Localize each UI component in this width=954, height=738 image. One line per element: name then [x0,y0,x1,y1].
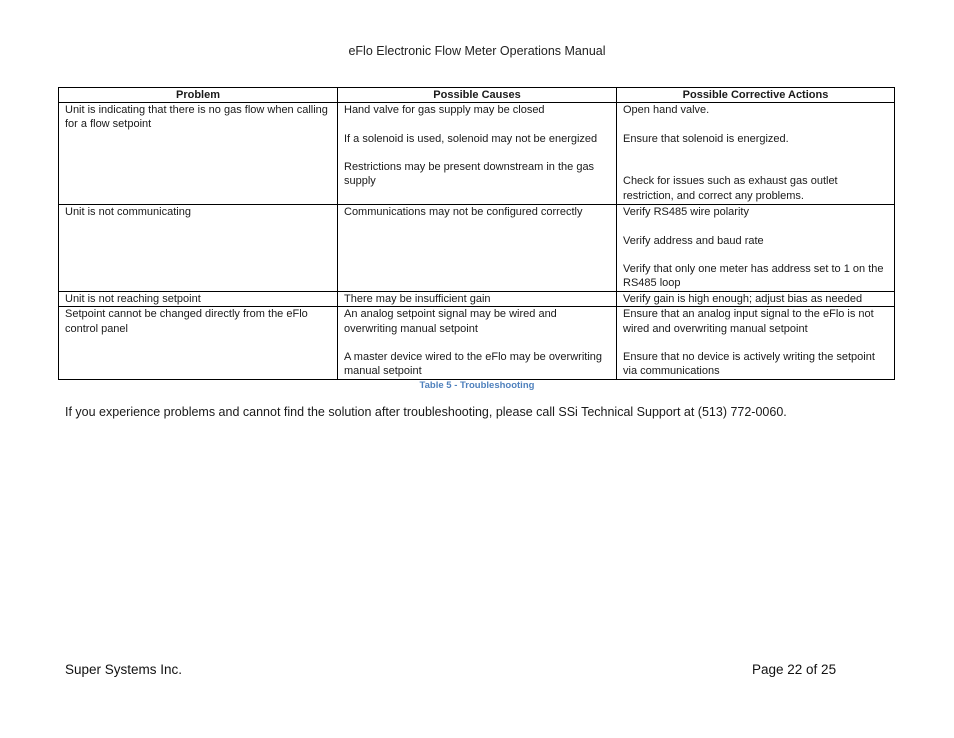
action-text: Ensure that no device is actively writing the setpoint via communications [623,351,875,378]
problem-text: Unit is not communicating [65,206,191,218]
problem-cell [59,292,338,307]
cause-text: If a solenoid is used, solenoid may not be energized [344,132,598,145]
actions-cell [617,292,895,307]
cause-text: Communications may not be configured correctly [344,206,583,218]
table-row [59,292,895,307]
actions-cell [617,103,895,205]
cause-text: Restrictions may be present downstream in the gas supply [344,161,595,188]
problem-text: Setpoint cannot be changed directly from the eFlo control panel [65,308,308,335]
causes-cell [338,205,617,292]
cause-text: An analog setpoint signal may be wired and overwriting manual setpoint [344,308,557,335]
problem-text: Unit is not reaching setpoint [65,293,201,305]
action-text: Ensure that solenoid is energized. [623,132,789,145]
table-row [59,205,895,292]
problem-cell [59,307,338,380]
problem-cell [59,103,338,205]
action-text: Verify that only one meter has address set to 1 on the RS485 loop [623,263,884,290]
problem-cell [59,205,338,292]
footer-page-number: Page 22 of 25 [752,662,837,677]
table-row [59,307,895,380]
column-header-actions: Possible Corrective Actions [617,88,895,103]
action-text: Verify address and baud rate [623,234,764,247]
causes-cell [338,103,617,205]
actions-cell [617,307,895,380]
document-header-title: eFlo Electronic Flow Meter Operations Manual [348,44,606,58]
problem-text: Unit is indicating that there is no gas flow when calling for a flow setpoint [65,104,328,131]
actions-cell [617,205,895,292]
causes-cell [338,307,617,380]
action-text: Open hand valve. [623,104,710,116]
cause-text: Hand valve for gas supply may be closed [344,104,545,116]
causes-cell [338,292,617,307]
table-header-row [59,88,895,103]
action-text: Verify gain is high enough; adjust bias as needed [623,293,863,305]
support-note: If you experience problems and cannot find the solution after troubleshooting, please call SSi Technical Support at (513) 772-0060. [65,405,787,419]
table-row [59,103,895,205]
action-text: Verify RS485 wire polarity [623,206,749,218]
footer-company: Super Systems Inc. [65,662,183,677]
column-header-problem: Problem [59,88,338,103]
cause-text: A master device wired to the eFlo may be overwriting manual setpoint [344,351,603,378]
troubleshooting-table [58,87,895,380]
action-text: Check for issues such as exhaust gas outlet restriction, and correct any problems. [623,175,838,202]
column-header-causes: Possible Causes [338,88,617,103]
table-caption: Table 5 - Troubleshooting [419,380,535,391]
cause-text: There may be insufficient gain [344,293,491,305]
action-text: Ensure that an analog input signal to the eFlo is not wired and overwriting manual setpoint [623,308,874,335]
